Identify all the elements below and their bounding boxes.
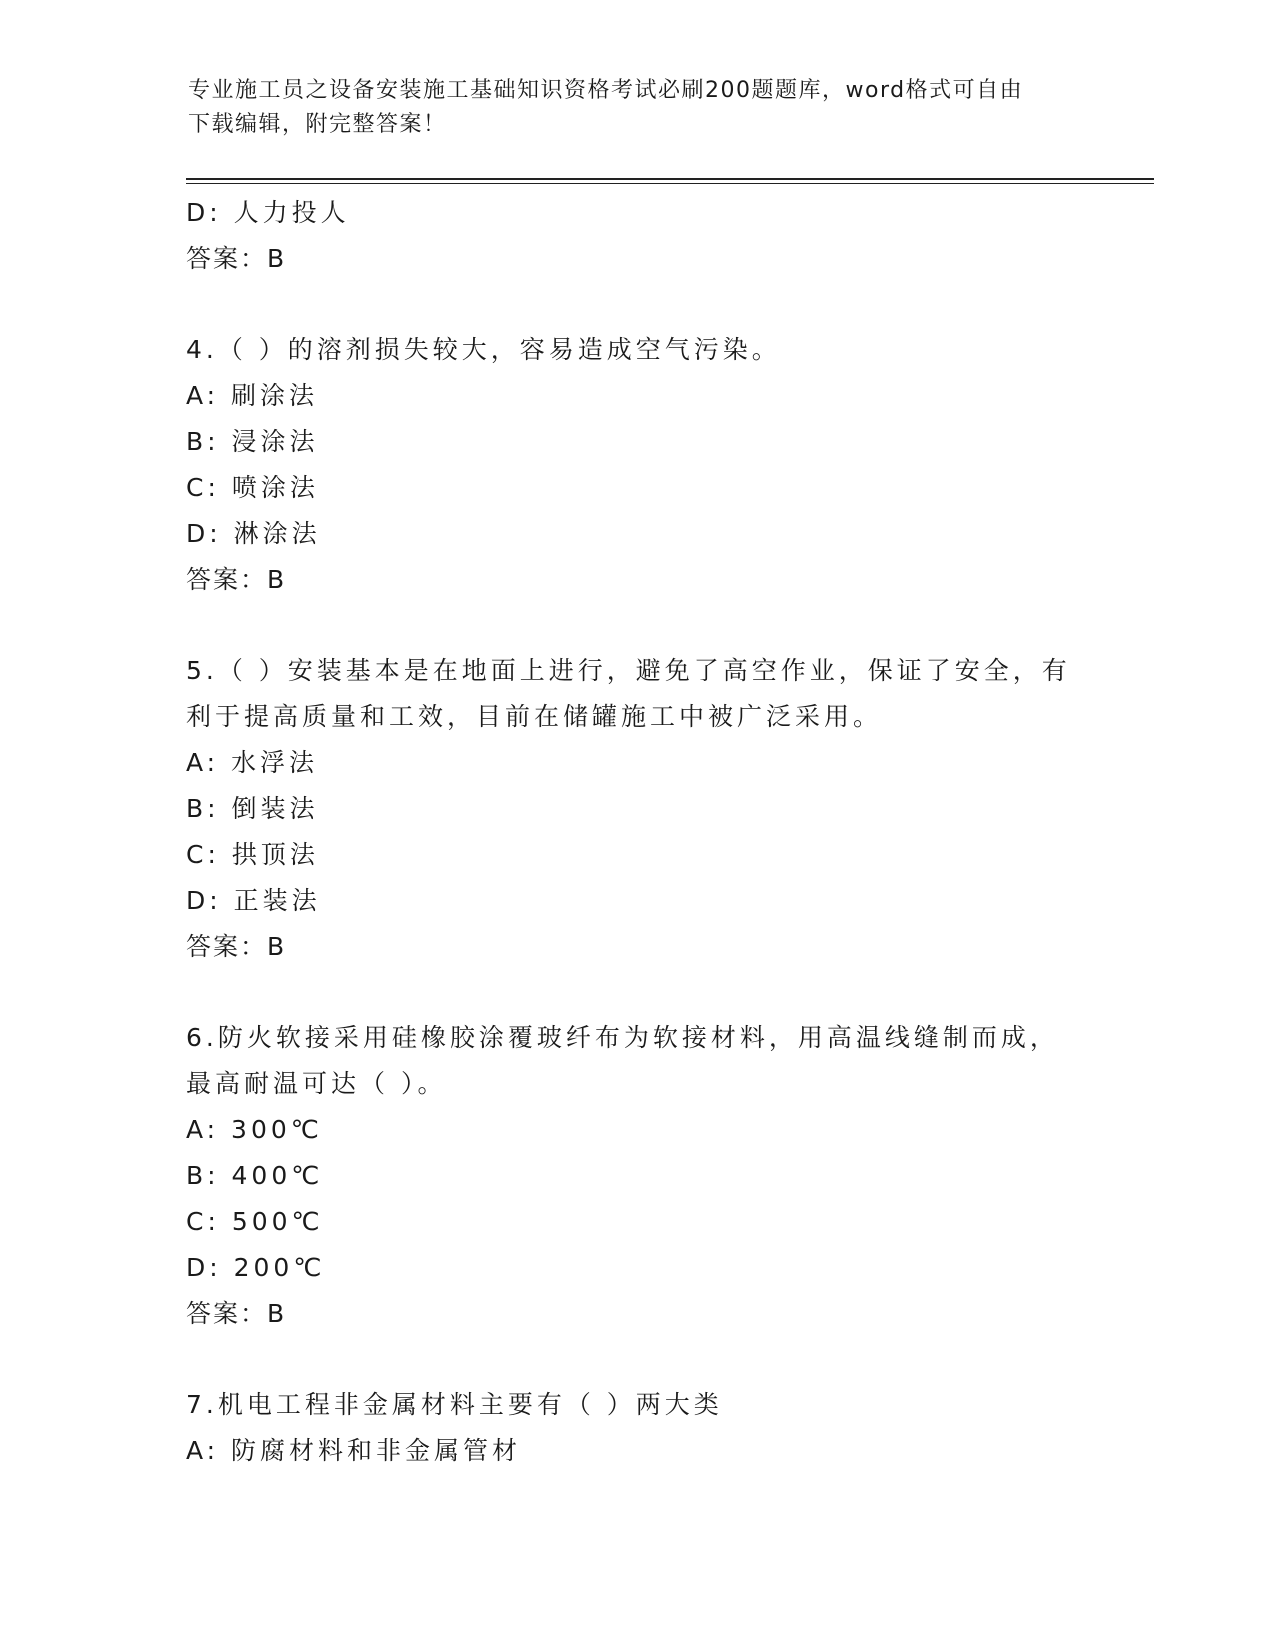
header-rule-thick: [186, 178, 1154, 180]
document-header: [188, 74, 1068, 142]
option-c: C: 拱顶法: [186, 840, 319, 869]
question-5: [186, 648, 1086, 970]
question-stem: 4.（ ）的溶剂损失较大，容易造成空气污染。: [186, 335, 781, 364]
option-d: D: 人力投人: [186, 198, 350, 227]
option-d: D: 淋涂法: [186, 519, 321, 548]
option-c: C: 喷涂法: [186, 473, 319, 502]
option-b: B: 400℃: [186, 1161, 324, 1190]
question-6: [186, 1015, 1086, 1337]
option-a: A: 水浮法: [186, 748, 319, 777]
header-rule-thin: [186, 183, 1154, 184]
option-d: D: 200℃: [186, 1253, 326, 1282]
question-4: [186, 327, 1086, 603]
option-a: A: 刷涂法: [186, 381, 319, 410]
header-title-line-1: 专业施工员之设备安装施工基础知识资格考试必刷200题题库，word格式可自由: [188, 78, 1024, 103]
question-stem: 7.机电工程非金属材料主要有（ ）两大类: [186, 1390, 723, 1419]
header-title-line-2: 下载编辑，附完整答案！: [188, 112, 447, 137]
answer-line: 答案：B: [186, 565, 287, 594]
option-c: C: 500℃: [186, 1207, 324, 1236]
answer-line: 答案：B: [186, 1299, 287, 1328]
option-d: D: 正装法: [186, 886, 321, 915]
answer-line: 答案：B: [186, 932, 287, 961]
question-stem: 5.（ ）安装基本是在地面上进行，避免了高空作业，保证了安全，有: [186, 656, 1071, 685]
question-stem: 6.防火软接采用硅橡胶涂覆玻纤布为软接材料，用高温线缝制而成，: [186, 1023, 1059, 1052]
question-stem-continued: 最高耐温可达（ ）。: [186, 1069, 447, 1098]
question-7: [186, 1382, 1086, 1474]
option-b: B: 倒装法: [186, 794, 319, 823]
option-a: A: 300℃: [186, 1115, 323, 1144]
question-list: [186, 190, 1086, 1474]
previous-question-tail: [186, 190, 1086, 282]
answer-line: 答案：B: [186, 244, 287, 273]
question-stem-continued: 利于提高质量和工效，目前在储罐施工中被广泛采用。: [186, 702, 883, 731]
option-b: B: 浸涂法: [186, 427, 319, 456]
option-a: A: 防腐材料和非金属管材: [186, 1436, 522, 1465]
